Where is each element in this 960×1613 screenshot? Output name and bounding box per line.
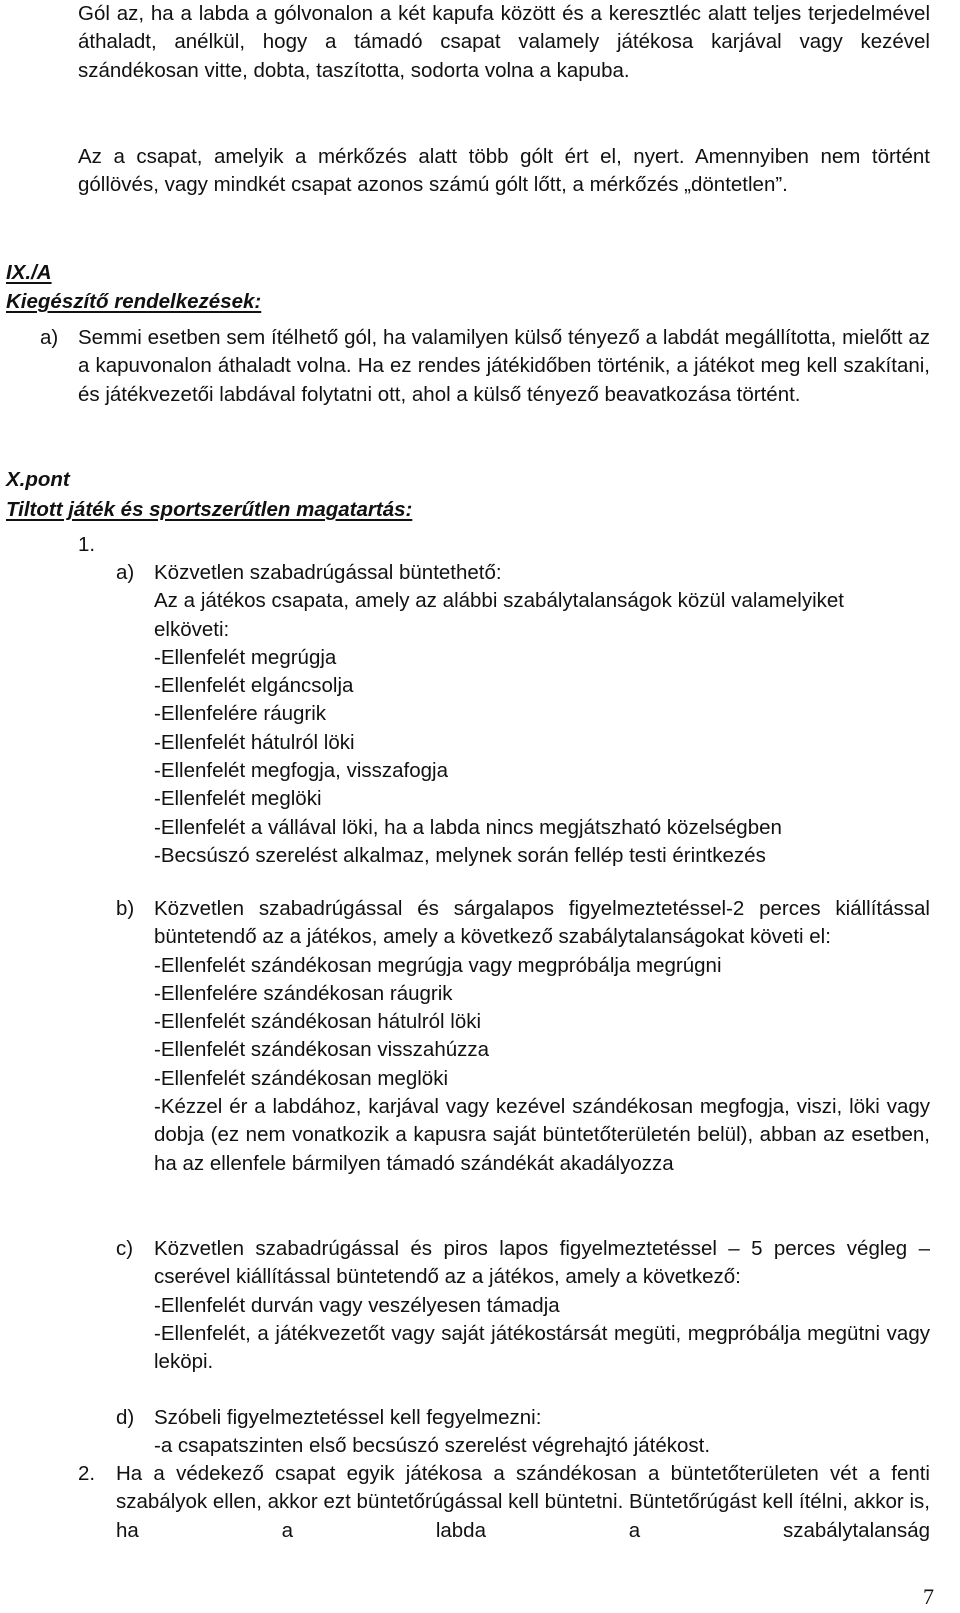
item-heading: Közvetlen szabadrúgással büntethető: <box>154 561 502 584</box>
section-ix-number: IX./A <box>6 261 52 284</box>
list-item: -Ellenfelét a vállával löki, ha a labda nincs megjátszható közelségben <box>154 815 782 839</box>
item-label: d) <box>116 1406 135 1429</box>
list-item: -Ellenfelét megrúgja <box>154 645 337 669</box>
item-intro: Az a játékos csapata, amely az alábbi szabálytalanságok közül valamelyiket elköveti: <box>154 589 844 641</box>
item-label: c) <box>116 1237 134 1260</box>
section-ix-item-a <box>40 324 930 444</box>
list-item: -Ellenfelét, a játékvezetőt vagy saját játékostársát megüti, megpróbálja megütni vagy leköpi. <box>154 1321 930 1374</box>
list-item: -Ellenfelét szándékosan visszahúzza <box>154 1038 490 1062</box>
list-item: -Ellenfelét elgáncsolja <box>154 674 354 698</box>
point-1c <box>116 1235 930 1405</box>
point-1b <box>116 895 930 1235</box>
item-label: b) <box>116 897 135 920</box>
list-item: -Becsúszó szerelést alkalmaz, melynek során fellép testi érintkezés <box>154 843 766 867</box>
point-1-label: 1. <box>78 533 96 556</box>
list-item: -a csapatszinten első becsúszó szerelést végrehajtó játékost. <box>154 1434 711 1458</box>
item-intro: Közvetlen szabadrúgással és piros lapos figyelmeztetéssel – 5 perces végleg – cserével kiállítással büntetendő az a játékos, amely a következő: <box>154 1237 930 1289</box>
list-item: -Ellenfelére szándékosan ráugrik <box>154 981 453 1005</box>
item-body <box>154 1404 930 1461</box>
point-1d <box>116 1404 930 1464</box>
list-item: -Ellenfelét szándékosan hátulról löki <box>154 1010 482 1034</box>
item-text: Ha a védekező csapat egyik játékosa a szándékosan a büntetőterületen vét a fenti szabályok ellen, akkor ezt büntetőrúgással kell büntetni. Büntetőrúgást kell ítélni, akkor is, ha a labda a szabálytalanság <box>116 1462 930 1542</box>
section-x-title: Tiltott játék és sportszerűtlen magatartás: <box>6 498 413 521</box>
section-x-number: X.pont <box>6 468 70 491</box>
list-item: -Ellenfelére ráugrik <box>154 702 327 726</box>
goal-definition-paragraph: Gól az, ha a labda a gólvonalon a két kapufa között és a keresztléc alatt teljes terjedelmével áthaladt, anélkül, hogy a támadó csapat valamely játékosa karjával vagy kezével szándékosan vitte, dobta, taszította, sodorta volna a kapuba. <box>78 2 930 82</box>
item-body <box>154 559 930 870</box>
list-item: -Ellenfelét hátulról löki <box>154 730 355 754</box>
item-label: a) <box>40 326 59 349</box>
page-number: 7 <box>923 1584 934 1609</box>
item-intro: Közvetlen szabadrúgással és sárgalapos figyelmeztetéssel-2 perces kiállítással büntetendő az a játékos, amely a következő szabálytalanságokat követi el: <box>154 897 930 949</box>
item-label: a) <box>116 561 135 584</box>
list-item: -Ellenfelét megfogja, visszafogja <box>154 759 448 783</box>
result-paragraph: Az a csapat, amelyik a mérkőzés alatt több gólt ért el, nyert. Amennyiben nem történt góllövés, vagy mindkét csapat azonos számú gólt lőtt, a mérkőzés „döntetlen”. <box>78 145 930 197</box>
list-item: -Ellenfelét durván vagy veszélyesen támadja <box>154 1293 560 1317</box>
list-item: -Ellenfelét szándékosan meglöki <box>154 1066 448 1090</box>
item-heading: Szóbeli figyelmeztetéssel kell fegyelmezni: <box>154 1406 542 1429</box>
list-item-hand: -Kézzel ér a labdához, karjával vagy kezével szándékosan megfogja, viszi, löki vagy dobja (ez nem vonatkozik a kapusra saját büntetőterületén belül), abban az esetben, ha az ellenfele bármilyen támadó szándékát akadályozza <box>154 1095 930 1175</box>
item-body <box>154 1235 930 1376</box>
section-ix-title: Kiegészítő rendelkezések: <box>6 290 262 313</box>
item-text: Semmi esetben sem ítélhető gól, ha valamilyen külső tényező a labdát megállította, mielőtt az a kapuvonalon áthaladt volna. Ha ez rendes játékidőben történik, a játékot meg kell szakítani, és játékvezetői labdával folytatni ott, ahol a külső tényező beavatkozása történt. <box>78 326 930 406</box>
point-2 <box>78 1460 930 1550</box>
item-label: 2. <box>78 1462 96 1485</box>
list-item: -Ellenfelét meglöki <box>154 787 322 811</box>
list-item: -Ellenfelét szándékosan megrúgja vagy megpróbálja megrúgni <box>154 953 722 977</box>
item-body <box>154 895 930 1178</box>
point-1a <box>116 559 930 867</box>
